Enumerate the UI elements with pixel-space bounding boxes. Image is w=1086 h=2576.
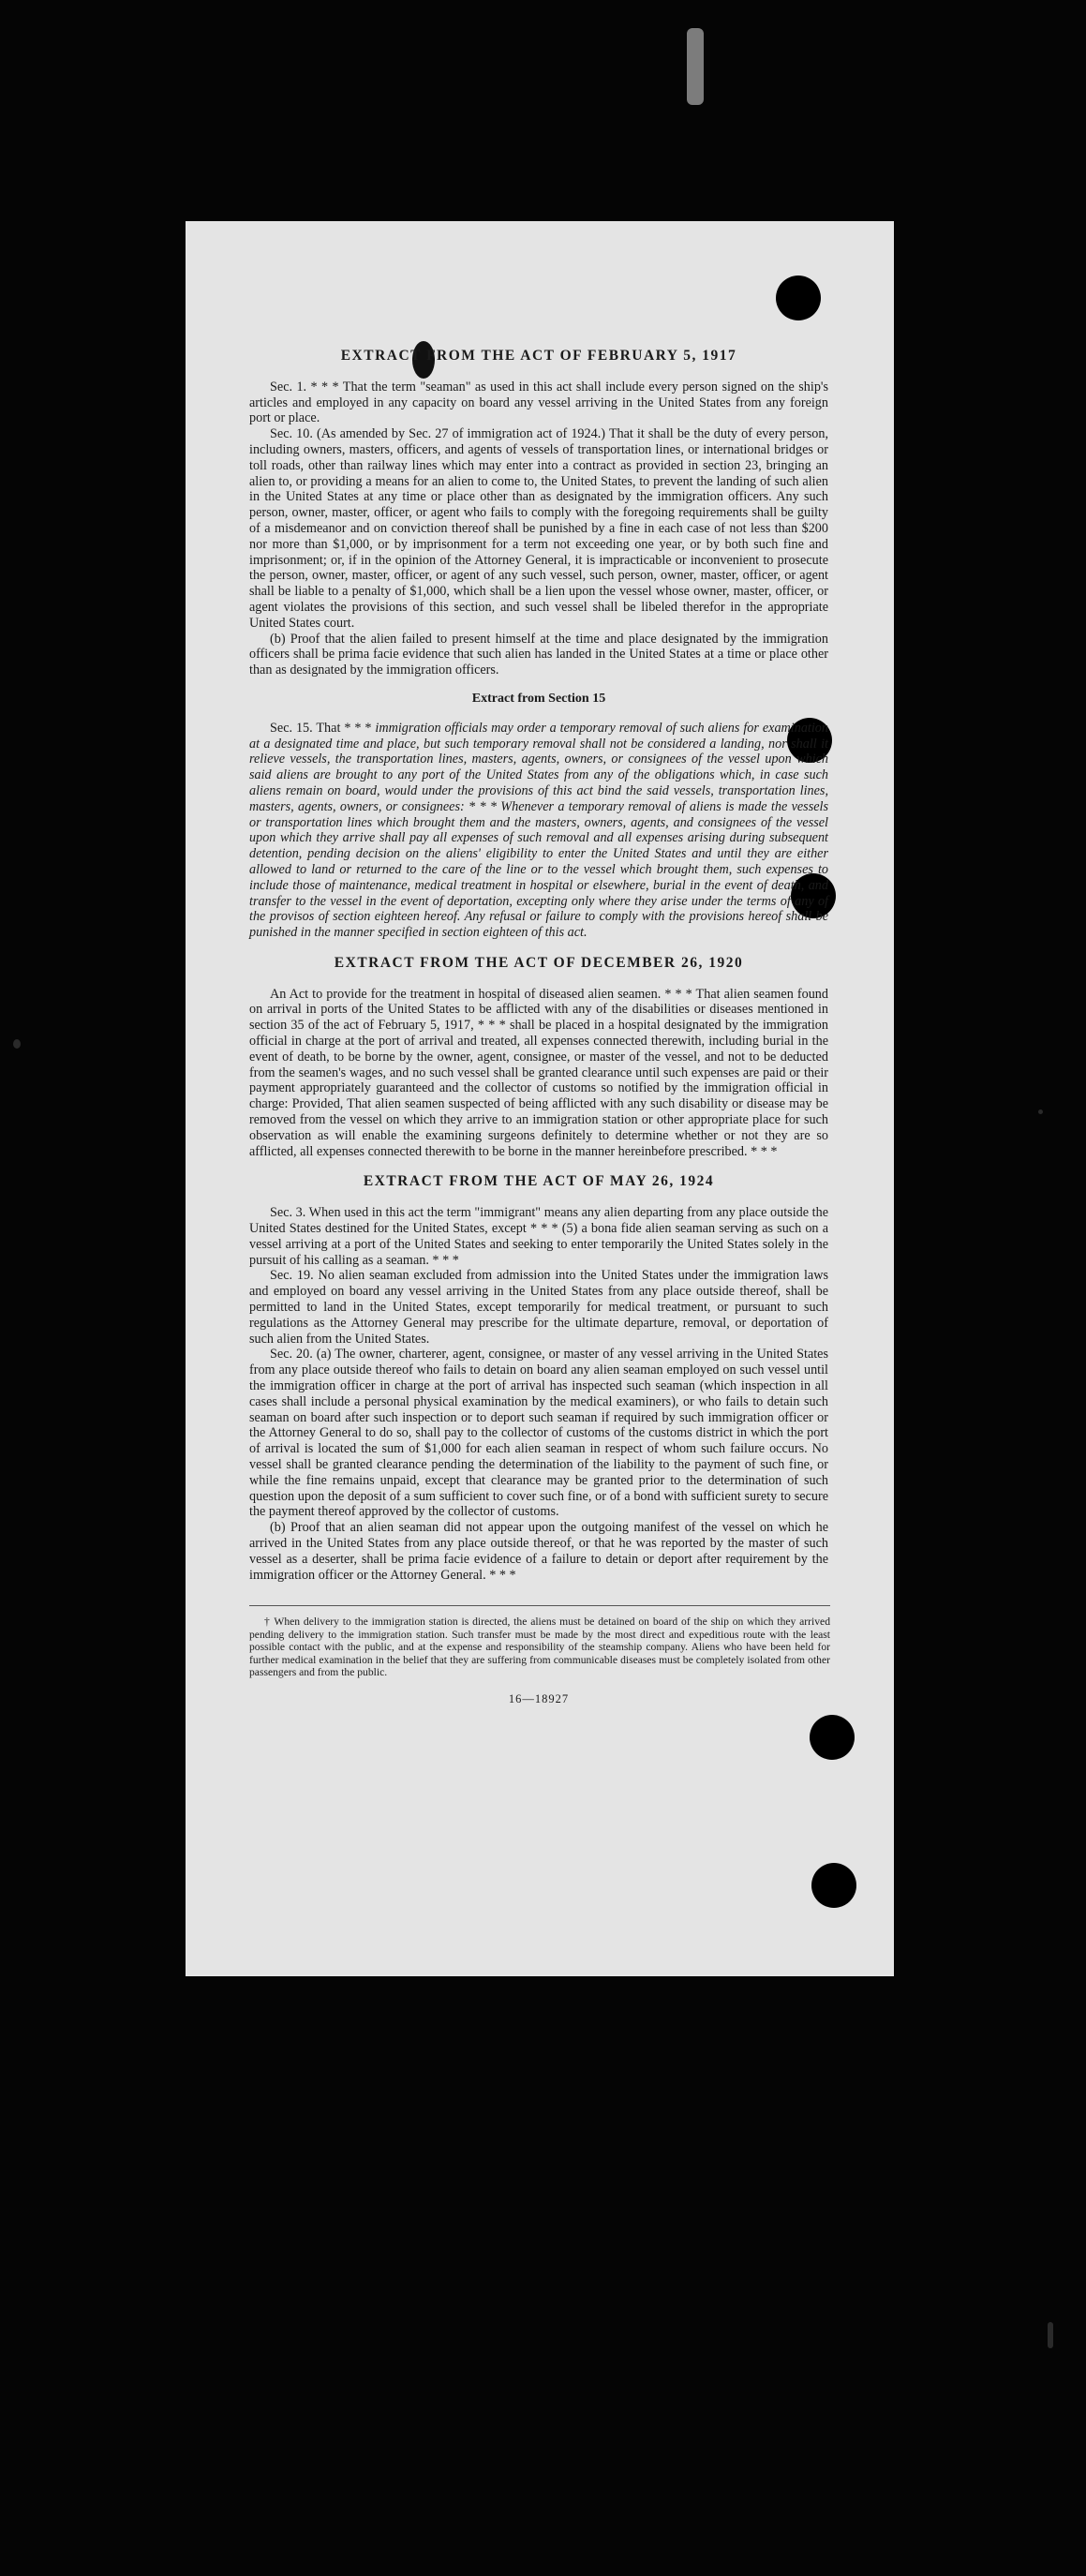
footnote-text: † When delivery to the immigration station is directed, the aliens must be detained on board of the ship on which they arrived pending delivery to the immigration station. Such transfer must be made by the most direct and expeditious route with the least possible contact with the public, and at the expense and responsibility of the steamship company. Aliens who have been held for further medical examination in the belief that they are suffering from communicable diseases must be completely isolated from other passengers and from the public. — [249, 1616, 830, 1678]
dust-speck — [1048, 2322, 1053, 2348]
punch-hole — [776, 275, 821, 320]
document-text — [249, 349, 828, 1707]
punch-hole — [810, 1715, 855, 1760]
section-10b-paragraph: (b) Proof that the alien failed to present himself at the time and place designated by the immigration officers shall be prima facie evidence that such alien has landed in the United States at a time or place other than as designated by the immigration officers. — [249, 631, 828, 678]
heading-act-1917: EXTRACT FROM THE ACT OF FEBRUARY 5, 1917 — [340, 348, 737, 364]
footnote — [249, 1605, 830, 1678]
section-20b-paragraph: (b) Proof that an alien seaman did not appear upon the outgoing manifest of the vessel on which he arrived in the United States from any place outside thereof, or that he was reported by the master of such vessel as a deserter, shall be prima facie evidence of a failure to detain or deport after requirement by the immigration officer or the Attorney General. * * * — [249, 1520, 828, 1583]
section-15-paragraph — [249, 721, 828, 941]
section-20-paragraph: Sec. 20. (a) The owner, charterer, agent, consignee, or master of any vessel arriving in the United States from any place outside thereof who fails to detain on board any alien seaman employed on such vessel until the immigration officer in charge at the port of arrival has inspected such seaman (which inspection in all cases shall include a personal physical examination by the medical examiners), or who fails to detain such seaman on board after such inspection or to deport such seaman if required by such immigration officer or the Attorney General to do so, shall pay to the collector of customs of the customs district in which the port of arrival is located the sum of $1,000 for each alien seaman in respect of whom such failure occurs. No vessel shall be granted clearance pending the determination of the liability to the payment of such fine, or while the fine remains unpaid, except that clearance may be granted prior to the determination of such question upon the deposit of a sum sufficient to cover such fine, or of a bond with sufficient surety to secure the payment thereof approved by the collector of customs. — [249, 1347, 828, 1520]
heading-section-15: Extract from Section 15 — [471, 691, 606, 706]
section-15-lead: Sec. 15. That * * * — [270, 720, 376, 736]
section-19-paragraph: Sec. 19. No alien seaman excluded from admission into the United States under the immigration laws and employed on board any vessel arriving in the United States from any place outside thereof, shall be permitted to land in the United States, except temporarily for medical treatment, or pursuant to such regulations as the Attorney General may prescribe for the ultimate departure, removal, or deportation of such alien from the United States. — [249, 1268, 828, 1347]
section-1-paragraph: Sec. 1. * * * That the term "seaman" as used in this act shall include every person signed on the ship's articles and employed in any capacity on board any vessel arriving in the United States from any foreign port or place. — [249, 379, 828, 426]
form-number: 16—18927 — [508, 1692, 570, 1706]
section-3-paragraph: Sec. 3. When used in this act the term "immigrant" means any alien departing from any place outside the United States destined for the United States, except * * * (5) a bona fide alien seaman serving as such on a vessel arriving at a port of the United States and seeking to enter temporarily the United States solely in the pursuit of his calling as a seaman. * * * — [249, 1205, 828, 1268]
punch-hole — [811, 1863, 856, 1908]
dust-speck — [13, 1039, 21, 1049]
act-1920-paragraph: An Act to provide for the treatment in hospital of diseased alien seamen. * * * That alien seamen found on arrival in ports of the United States to be afflicted with any of the disabilities or diseases mentioned in section 35 of the act of February 5, 1917, * * * shall be placed in a hospital designated by the immigration official in charge at the port of arrival and treated, all expenses connected therewith, including burial in the event of death, to be borne by the owner, agent, consignee, or master of the vessel, and not to be deducted from the seamen's wages, and no such vessel shall be granted clearance until such expenses are paid or their payment appropriately guaranteed and the collector of customs so notified by the immigration official in charge: Provided, That alien seamen suspected of being afflicted with any such disability or disease may be removed from the vessel on which they arrive to an immigration station or other appropriate place for such observation as will enable the examining surgeons definitely to determine whether or not they are so afflicted, all expenses connected therewith to be borne in the manner hereinbefore prescribed. * * * — [249, 986, 828, 1159]
document-page — [186, 221, 894, 1976]
film-edge-mark — [687, 28, 704, 105]
heading-act-1920: EXTRACT FROM THE ACT OF DECEMBER 26, 1920 — [334, 954, 744, 971]
heading-act-1924: EXTRACT FROM THE ACT OF MAY 26, 1924 — [363, 1173, 715, 1190]
dust-speck — [1038, 1109, 1043, 1114]
section-10-paragraph: Sec. 10. (As amended by Sec. 27 of immigration act of 1924.) That it shall be the duty of every person, including owners, masters, officers, and agents of vessels of transportation lines, or international bridges or toll roads, other than railway lines which may enter into a contract as provided in section 23, bringing an alien to, or providing a means for an alien to come to, the United States, to prevent the landing of such alien in the United States at any time or place other than as designated by the immigration officers. Any such person, owner, master, officer, or agent who fails to comply with the foregoing requirements shall be guilty of a misdemeanor and on conviction thereof shall be punished by a fine in each case of not less than $200 nor more than $1,000, or by imprisonment for a term not exceeding one year, or by both such fine and imprisonment; or, if in the opinion of the Attorney General, it is impracticable or inconvenient to prosecute the person, owner, master, officer, or agent of any such vessel, such person, owner, master, officer, or agent shall be liable to a penalty of $1,000, which shall be a lien upon the vessel whose owner, master, officer, or agent violates the provisions of this section, and such vessel shall be libeled therefor in the appropriate United States court. — [249, 426, 828, 631]
section-15-text: immigration officials may order a temporary removal of such aliens for examination at a designated time and place, but such temporary removal shall not be considered a landing, nor shall it relieve vessels, the transportation lines, masters, agents, owners, or consignees of the vessel upon which said aliens are brought to any port of the United States from any of the obligations which, in case such aliens remain on board, would under the provisions of this act bind the said vessels, transportation lines, masters, agents, owners, or consignees: * * * Whenever a temporary removal of aliens is made the vessels or transportation lines which brought them and the masters, owners, agents, and consignees of the vessel upon which they arrive shall pay all expenses of such removal and all expenses arising during subsequent detention, pending decision on the aliens' eligibility to enter the United States and until they are either allowed to land or returned to the care of the line or to the vessel which brought them, such expenses to include those of maintenance, medical treatment in hospital or elsewhere, burial in the event of death, and transfer to the vessel in the event of deportation, excepting only where they arise under the terms of any of the provisos of section eighteen hereof. Any refusal or failure to comply with the provisions hereof shall be punished in the manner specified in section eighteen of this act. — [249, 720, 828, 941]
